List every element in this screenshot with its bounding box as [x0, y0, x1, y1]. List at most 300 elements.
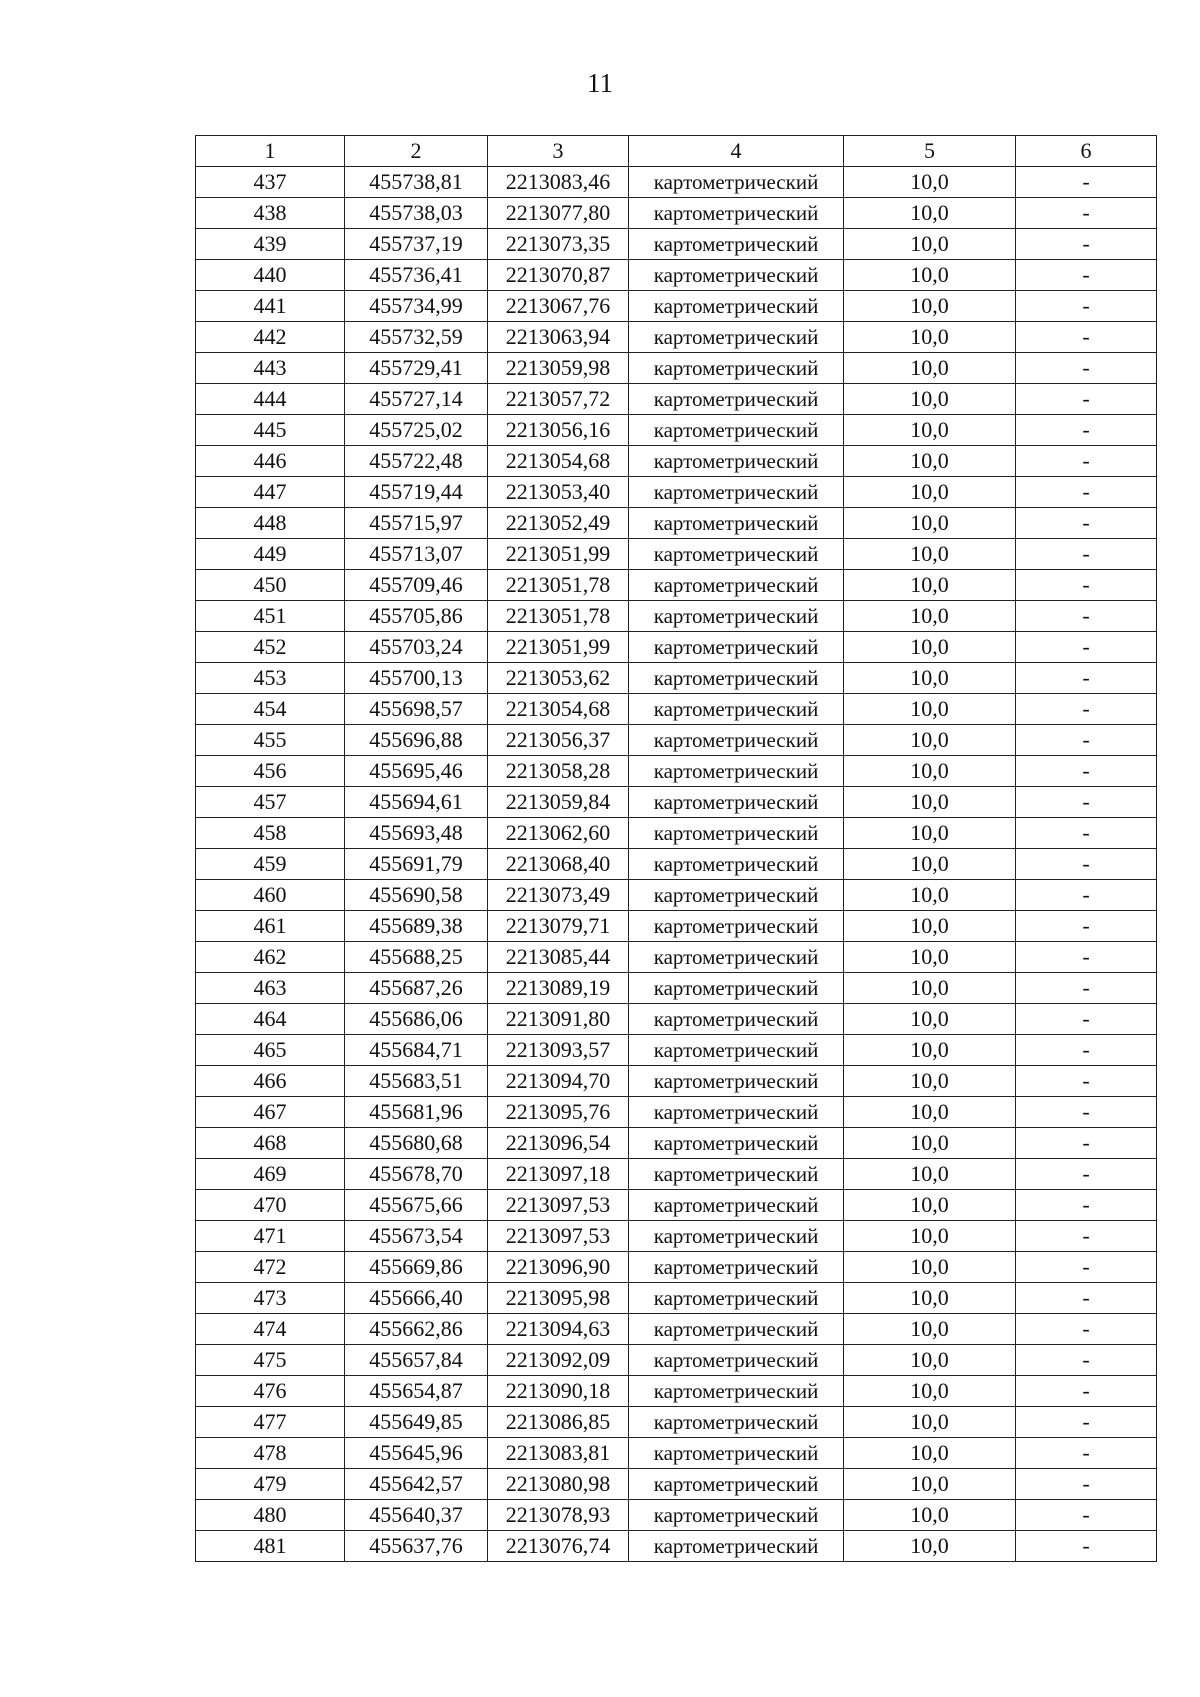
- cell-x-coordinate: 455734,99: [345, 291, 488, 322]
- cell-y-coordinate: 2213067,76: [488, 291, 629, 322]
- table-row: [196, 632, 1157, 663]
- cell-note: -: [1016, 1190, 1157, 1221]
- cell-x-coordinate: 455688,25: [345, 942, 488, 973]
- cell-note: -: [1016, 1438, 1157, 1469]
- cell-method: картометрический: [629, 1407, 844, 1438]
- cell-y-coordinate: 2213059,98: [488, 353, 629, 384]
- cell-method: картометрический: [629, 539, 844, 570]
- cell-method: картометрический: [629, 260, 844, 291]
- cell-point-number: 459: [196, 849, 345, 880]
- cell-method: картометрический: [629, 508, 844, 539]
- cell-note: -: [1016, 1252, 1157, 1283]
- cell-x-coordinate: 455691,79: [345, 849, 488, 880]
- cell-note: -: [1016, 1469, 1157, 1500]
- cell-point-number: 457: [196, 787, 345, 818]
- cell-method: картометрический: [629, 880, 844, 911]
- cell-accuracy: 10,0: [844, 1283, 1016, 1314]
- cell-y-coordinate: 2213073,35: [488, 229, 629, 260]
- table-row: [196, 1345, 1157, 1376]
- cell-x-coordinate: 455684,71: [345, 1035, 488, 1066]
- cell-accuracy: 10,0: [844, 1531, 1016, 1562]
- cell-accuracy: 10,0: [844, 1376, 1016, 1407]
- table-row: [196, 787, 1157, 818]
- coordinates-table: [195, 135, 1157, 1562]
- cell-accuracy: 10,0: [844, 291, 1016, 322]
- table-row: [196, 818, 1157, 849]
- cell-point-number: 444: [196, 384, 345, 415]
- cell-x-coordinate: 455703,24: [345, 632, 488, 663]
- cell-y-coordinate: 2213051,99: [488, 632, 629, 663]
- cell-point-number: 463: [196, 973, 345, 1004]
- header-col-3: 3: [488, 136, 629, 167]
- cell-y-coordinate: 2213094,63: [488, 1314, 629, 1345]
- table-row: [196, 973, 1157, 1004]
- cell-method: картометрический: [629, 694, 844, 725]
- table-row: [196, 1376, 1157, 1407]
- cell-y-coordinate: 2213051,99: [488, 539, 629, 570]
- cell-method: картометрический: [629, 601, 844, 632]
- cell-accuracy: 10,0: [844, 167, 1016, 198]
- header-col-2: 2: [345, 136, 488, 167]
- cell-x-coordinate: 455640,37: [345, 1500, 488, 1531]
- cell-y-coordinate: 2213097,53: [488, 1221, 629, 1252]
- cell-point-number: 441: [196, 291, 345, 322]
- cell-accuracy: 10,0: [844, 911, 1016, 942]
- cell-x-coordinate: 455673,54: [345, 1221, 488, 1252]
- cell-x-coordinate: 455709,46: [345, 570, 488, 601]
- cell-accuracy: 10,0: [844, 508, 1016, 539]
- cell-y-coordinate: 2213085,44: [488, 942, 629, 973]
- table-row: [196, 1221, 1157, 1252]
- cell-note: -: [1016, 1500, 1157, 1531]
- cell-y-coordinate: 2213063,94: [488, 322, 629, 353]
- cell-method: картометрический: [629, 570, 844, 601]
- cell-method: картометрический: [629, 1097, 844, 1128]
- cell-y-coordinate: 2213091,80: [488, 1004, 629, 1035]
- page-number-container: [0, 68, 1200, 99]
- cell-point-number: 449: [196, 539, 345, 570]
- cell-point-number: 477: [196, 1407, 345, 1438]
- cell-method: картометрический: [629, 1159, 844, 1190]
- cell-method: картометрический: [629, 477, 844, 508]
- cell-point-number: 440: [196, 260, 345, 291]
- table-row: [196, 725, 1157, 756]
- cell-accuracy: 10,0: [844, 322, 1016, 353]
- cell-accuracy: 10,0: [844, 632, 1016, 663]
- cell-point-number: 473: [196, 1283, 345, 1314]
- cell-point-number: 469: [196, 1159, 345, 1190]
- table-row: [196, 1035, 1157, 1066]
- cell-y-coordinate: 2213053,40: [488, 477, 629, 508]
- cell-point-number: 450: [196, 570, 345, 601]
- cell-note: -: [1016, 756, 1157, 787]
- cell-accuracy: 10,0: [844, 1252, 1016, 1283]
- cell-y-coordinate: 2213097,53: [488, 1190, 629, 1221]
- table-body: [196, 167, 1157, 1562]
- cell-accuracy: 10,0: [844, 415, 1016, 446]
- cell-x-coordinate: 455637,76: [345, 1531, 488, 1562]
- cell-point-number: 456: [196, 756, 345, 787]
- cell-method: картометрический: [629, 942, 844, 973]
- cell-y-coordinate: 2213083,46: [488, 167, 629, 198]
- table-row: [196, 1283, 1157, 1314]
- table-row: [196, 384, 1157, 415]
- table-row: [196, 1531, 1157, 1562]
- cell-y-coordinate: 2213051,78: [488, 570, 629, 601]
- cell-note: -: [1016, 1004, 1157, 1035]
- cell-note: -: [1016, 446, 1157, 477]
- cell-accuracy: 10,0: [844, 1314, 1016, 1345]
- cell-point-number: 458: [196, 818, 345, 849]
- cell-note: -: [1016, 880, 1157, 911]
- table-row: [196, 1066, 1157, 1097]
- cell-note: -: [1016, 911, 1157, 942]
- cell-note: -: [1016, 1314, 1157, 1345]
- cell-x-coordinate: 455727,14: [345, 384, 488, 415]
- cell-accuracy: 10,0: [844, 260, 1016, 291]
- cell-point-number: 453: [196, 663, 345, 694]
- cell-note: -: [1016, 384, 1157, 415]
- cell-note: -: [1016, 260, 1157, 291]
- cell-accuracy: 10,0: [844, 1097, 1016, 1128]
- cell-note: -: [1016, 725, 1157, 756]
- cell-x-coordinate: 455722,48: [345, 446, 488, 477]
- cell-accuracy: 10,0: [844, 942, 1016, 973]
- cell-x-coordinate: 455729,41: [345, 353, 488, 384]
- cell-note: -: [1016, 601, 1157, 632]
- cell-accuracy: 10,0: [844, 849, 1016, 880]
- cell-method: картометрический: [629, 1128, 844, 1159]
- cell-x-coordinate: 455736,41: [345, 260, 488, 291]
- cell-method: картометрический: [629, 291, 844, 322]
- cell-y-coordinate: 2213058,28: [488, 756, 629, 787]
- cell-note: -: [1016, 632, 1157, 663]
- table-row: [196, 570, 1157, 601]
- table-row: [196, 849, 1157, 880]
- cell-note: -: [1016, 694, 1157, 725]
- cell-y-coordinate: 2213097,18: [488, 1159, 629, 1190]
- cell-point-number: 438: [196, 198, 345, 229]
- cell-accuracy: 10,0: [844, 198, 1016, 229]
- cell-note: -: [1016, 818, 1157, 849]
- cell-x-coordinate: 455683,51: [345, 1066, 488, 1097]
- cell-y-coordinate: 2213053,62: [488, 663, 629, 694]
- cell-y-coordinate: 2213068,40: [488, 849, 629, 880]
- table-row: [196, 1252, 1157, 1283]
- cell-method: картометрический: [629, 415, 844, 446]
- cell-x-coordinate: 455662,86: [345, 1314, 488, 1345]
- cell-point-number: 467: [196, 1097, 345, 1128]
- cell-x-coordinate: 455738,81: [345, 167, 488, 198]
- cell-y-coordinate: 2213095,76: [488, 1097, 629, 1128]
- cell-point-number: 470: [196, 1190, 345, 1221]
- cell-point-number: 442: [196, 322, 345, 353]
- table-row: [196, 694, 1157, 725]
- table-row: [196, 508, 1157, 539]
- cell-method: картометрический: [629, 198, 844, 229]
- cell-note: -: [1016, 1345, 1157, 1376]
- cell-x-coordinate: 455666,40: [345, 1283, 488, 1314]
- cell-point-number: 460: [196, 880, 345, 911]
- cell-x-coordinate: 455713,07: [345, 539, 488, 570]
- cell-method: картометрический: [629, 911, 844, 942]
- cell-method: картометрический: [629, 1438, 844, 1469]
- cell-note: -: [1016, 1097, 1157, 1128]
- table-row: [196, 911, 1157, 942]
- cell-accuracy: 10,0: [844, 787, 1016, 818]
- cell-point-number: 437: [196, 167, 345, 198]
- cell-y-coordinate: 2213052,49: [488, 508, 629, 539]
- table-row: [196, 601, 1157, 632]
- cell-accuracy: 10,0: [844, 477, 1016, 508]
- table-row: [196, 415, 1157, 446]
- cell-accuracy: 10,0: [844, 663, 1016, 694]
- cell-y-coordinate: 2213057,72: [488, 384, 629, 415]
- cell-x-coordinate: 455681,96: [345, 1097, 488, 1128]
- cell-y-coordinate: 2213073,49: [488, 880, 629, 911]
- cell-note: -: [1016, 1531, 1157, 1562]
- cell-y-coordinate: 2213093,57: [488, 1035, 629, 1066]
- cell-method: картометрический: [629, 725, 844, 756]
- cell-x-coordinate: 455700,13: [345, 663, 488, 694]
- cell-note: -: [1016, 1283, 1157, 1314]
- cell-accuracy: 10,0: [844, 1035, 1016, 1066]
- cell-point-number: 446: [196, 446, 345, 477]
- header-col-1: 1: [196, 136, 345, 167]
- cell-note: -: [1016, 415, 1157, 446]
- cell-point-number: 451: [196, 601, 345, 632]
- cell-method: картометрический: [629, 787, 844, 818]
- header-col-5: 5: [844, 136, 1016, 167]
- cell-note: -: [1016, 1221, 1157, 1252]
- cell-x-coordinate: 455690,58: [345, 880, 488, 911]
- cell-note: -: [1016, 477, 1157, 508]
- cell-note: -: [1016, 353, 1157, 384]
- page-number: 11: [587, 68, 613, 98]
- cell-accuracy: 10,0: [844, 1004, 1016, 1035]
- cell-y-coordinate: 2213080,98: [488, 1469, 629, 1500]
- table-row: [196, 1314, 1157, 1345]
- table-row: [196, 1190, 1157, 1221]
- cell-method: картометрический: [629, 167, 844, 198]
- cell-x-coordinate: 455642,57: [345, 1469, 488, 1500]
- cell-x-coordinate: 455686,06: [345, 1004, 488, 1035]
- cell-note: -: [1016, 973, 1157, 1004]
- cell-x-coordinate: 455695,46: [345, 756, 488, 787]
- cell-y-coordinate: 2213056,37: [488, 725, 629, 756]
- cell-y-coordinate: 2213086,85: [488, 1407, 629, 1438]
- cell-method: картометрический: [629, 384, 844, 415]
- cell-method: картометрический: [629, 1376, 844, 1407]
- cell-x-coordinate: 455737,19: [345, 229, 488, 260]
- cell-accuracy: 10,0: [844, 384, 1016, 415]
- cell-note: -: [1016, 787, 1157, 818]
- cell-note: -: [1016, 1066, 1157, 1097]
- cell-x-coordinate: 455694,61: [345, 787, 488, 818]
- cell-note: -: [1016, 1159, 1157, 1190]
- cell-x-coordinate: 455645,96: [345, 1438, 488, 1469]
- cell-method: картометрический: [629, 973, 844, 1004]
- cell-accuracy: 10,0: [844, 1128, 1016, 1159]
- cell-point-number: 475: [196, 1345, 345, 1376]
- cell-point-number: 461: [196, 911, 345, 942]
- table-row: [196, 1159, 1157, 1190]
- cell-note: -: [1016, 229, 1157, 260]
- cell-note: -: [1016, 291, 1157, 322]
- cell-note: -: [1016, 1407, 1157, 1438]
- cell-accuracy: 10,0: [844, 973, 1016, 1004]
- cell-note: -: [1016, 663, 1157, 694]
- cell-accuracy: 10,0: [844, 446, 1016, 477]
- cell-method: картометрический: [629, 632, 844, 663]
- cell-point-number: 439: [196, 229, 345, 260]
- cell-x-coordinate: 455669,86: [345, 1252, 488, 1283]
- cell-method: картометрический: [629, 322, 844, 353]
- table-row: [196, 880, 1157, 911]
- cell-method: картометрический: [629, 756, 844, 787]
- table-row: [196, 539, 1157, 570]
- cell-point-number: 445: [196, 415, 345, 446]
- cell-point-number: 465: [196, 1035, 345, 1066]
- cell-point-number: 471: [196, 1221, 345, 1252]
- cell-x-coordinate: 455649,85: [345, 1407, 488, 1438]
- table-row: [196, 198, 1157, 229]
- table-row: [196, 446, 1157, 477]
- cell-x-coordinate: 455696,88: [345, 725, 488, 756]
- table-row: [196, 1128, 1157, 1159]
- cell-point-number: 464: [196, 1004, 345, 1035]
- cell-y-coordinate: 2213062,60: [488, 818, 629, 849]
- cell-x-coordinate: 455698,57: [345, 694, 488, 725]
- cell-method: картометрический: [629, 229, 844, 260]
- cell-accuracy: 10,0: [844, 756, 1016, 787]
- table-row: [196, 1469, 1157, 1500]
- cell-point-number: 476: [196, 1376, 345, 1407]
- cell-x-coordinate: 455719,44: [345, 477, 488, 508]
- cell-method: картометрический: [629, 1314, 844, 1345]
- header-col-4: 4: [629, 136, 844, 167]
- cell-note: -: [1016, 508, 1157, 539]
- cell-method: картометрический: [629, 1345, 844, 1376]
- cell-method: картометрический: [629, 1221, 844, 1252]
- cell-x-coordinate: 455654,87: [345, 1376, 488, 1407]
- cell-method: картометрический: [629, 1500, 844, 1531]
- cell-accuracy: 10,0: [844, 880, 1016, 911]
- table-row: [196, 229, 1157, 260]
- table-row: [196, 477, 1157, 508]
- cell-note: -: [1016, 1128, 1157, 1159]
- cell-point-number: 479: [196, 1469, 345, 1500]
- cell-x-coordinate: 455675,66: [345, 1190, 488, 1221]
- cell-point-number: 481: [196, 1531, 345, 1562]
- cell-accuracy: 10,0: [844, 601, 1016, 632]
- cell-note: -: [1016, 167, 1157, 198]
- table-header: [196, 136, 1157, 167]
- cell-x-coordinate: 455715,97: [345, 508, 488, 539]
- cell-y-coordinate: 2213079,71: [488, 911, 629, 942]
- cell-y-coordinate: 2213077,80: [488, 198, 629, 229]
- table-row: [196, 353, 1157, 384]
- cell-y-coordinate: 2213092,09: [488, 1345, 629, 1376]
- cell-accuracy: 10,0: [844, 1221, 1016, 1252]
- cell-method: картометрический: [629, 1469, 844, 1500]
- cell-y-coordinate: 2213089,19: [488, 973, 629, 1004]
- cell-x-coordinate: 455738,03: [345, 198, 488, 229]
- cell-y-coordinate: 2213095,98: [488, 1283, 629, 1314]
- cell-point-number: 462: [196, 942, 345, 973]
- cell-point-number: 472: [196, 1252, 345, 1283]
- cell-x-coordinate: 455687,26: [345, 973, 488, 1004]
- table-row: [196, 1097, 1157, 1128]
- cell-method: картометрический: [629, 446, 844, 477]
- cell-y-coordinate: 2213054,68: [488, 446, 629, 477]
- cell-y-coordinate: 2213056,16: [488, 415, 629, 446]
- cell-point-number: 452: [196, 632, 345, 663]
- cell-method: картометрический: [629, 1066, 844, 1097]
- cell-note: -: [1016, 1376, 1157, 1407]
- cell-y-coordinate: 2213051,78: [488, 601, 629, 632]
- cell-point-number: 447: [196, 477, 345, 508]
- cell-note: -: [1016, 322, 1157, 353]
- cell-method: картометрический: [629, 1283, 844, 1314]
- header-row: [196, 136, 1157, 167]
- cell-y-coordinate: 2213078,93: [488, 1500, 629, 1531]
- table-row: [196, 756, 1157, 787]
- table-row: [196, 1407, 1157, 1438]
- cell-method: картометрический: [629, 1190, 844, 1221]
- cell-accuracy: 10,0: [844, 1345, 1016, 1376]
- cell-y-coordinate: 2213054,68: [488, 694, 629, 725]
- cell-point-number: 478: [196, 1438, 345, 1469]
- cell-accuracy: 10,0: [844, 1438, 1016, 1469]
- cell-x-coordinate: 455678,70: [345, 1159, 488, 1190]
- cell-y-coordinate: 2213083,81: [488, 1438, 629, 1469]
- cell-point-number: 480: [196, 1500, 345, 1531]
- table-row: [196, 942, 1157, 973]
- cell-accuracy: 10,0: [844, 1190, 1016, 1221]
- cell-note: -: [1016, 849, 1157, 880]
- cell-method: картометрический: [629, 353, 844, 384]
- table-row: [196, 1500, 1157, 1531]
- table-row: [196, 291, 1157, 322]
- table-row: [196, 1438, 1157, 1469]
- cell-accuracy: 10,0: [844, 1159, 1016, 1190]
- cell-point-number: 455: [196, 725, 345, 756]
- cell-point-number: 474: [196, 1314, 345, 1345]
- cell-point-number: 466: [196, 1066, 345, 1097]
- cell-method: картометрический: [629, 1252, 844, 1283]
- cell-y-coordinate: 2213076,74: [488, 1531, 629, 1562]
- cell-accuracy: 10,0: [844, 818, 1016, 849]
- cell-y-coordinate: 2213070,87: [488, 260, 629, 291]
- cell-accuracy: 10,0: [844, 1469, 1016, 1500]
- cell-method: картометрический: [629, 849, 844, 880]
- cell-y-coordinate: 2213094,70: [488, 1066, 629, 1097]
- header-col-6: 6: [1016, 136, 1157, 167]
- cell-note: -: [1016, 198, 1157, 229]
- cell-point-number: 443: [196, 353, 345, 384]
- cell-y-coordinate: 2213090,18: [488, 1376, 629, 1407]
- cell-x-coordinate: 455689,38: [345, 911, 488, 942]
- cell-accuracy: 10,0: [844, 1500, 1016, 1531]
- cell-accuracy: 10,0: [844, 353, 1016, 384]
- cell-method: картометрический: [629, 1004, 844, 1035]
- cell-x-coordinate: 455705,86: [345, 601, 488, 632]
- cell-accuracy: 10,0: [844, 570, 1016, 601]
- cell-point-number: 454: [196, 694, 345, 725]
- cell-accuracy: 10,0: [844, 1066, 1016, 1097]
- cell-y-coordinate: 2213096,54: [488, 1128, 629, 1159]
